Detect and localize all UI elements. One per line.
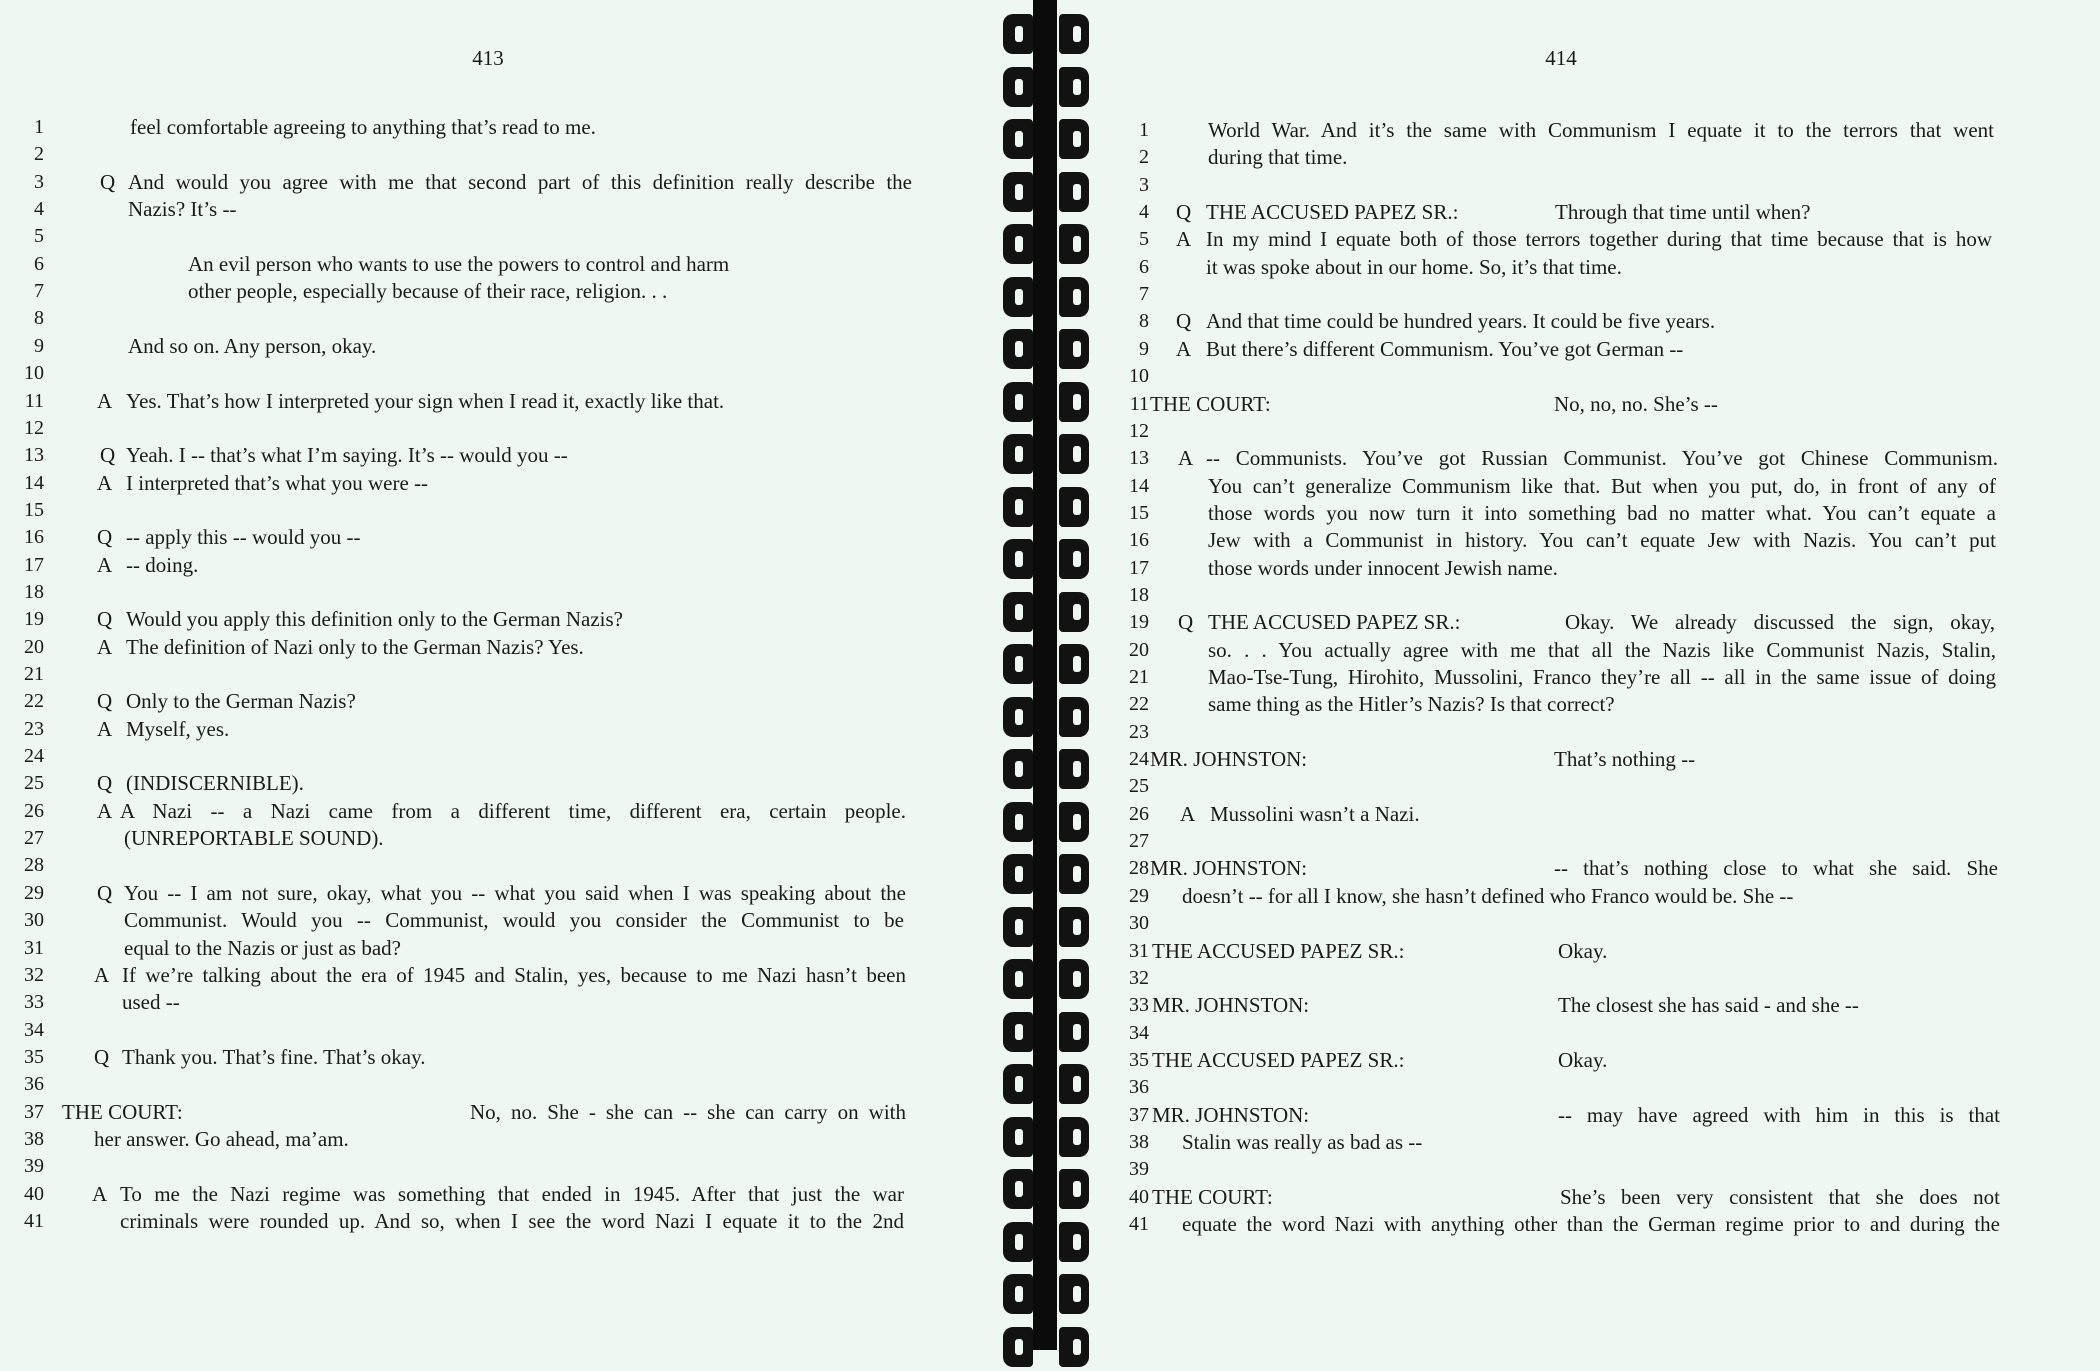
line-number: 10 — [24, 362, 44, 385]
line-text: She’s been very consistent that she does not — [1560, 1184, 2000, 1209]
line-text: No, no. She - she can -- she can carry on with — [470, 1099, 906, 1124]
line-number: 5 — [1139, 228, 1149, 251]
binding-coil — [1001, 166, 1093, 216]
line-number: 24 — [24, 745, 44, 768]
line-text: MR. JOHNSTON: — [1152, 993, 1310, 1018]
line-text: No, no, no. She’s -- — [1554, 391, 1718, 416]
line-text: To me the Nazi regime was something that ended in 1945. After that just the war — [120, 1181, 904, 1206]
binding-coil — [1001, 533, 1093, 583]
transcript-line — [0, 743, 990, 770]
line-text: -- may have agreed with him in this is that — [1558, 1102, 2000, 1127]
line-text: Mao-Tse-Tung, Hirohito, Mussolini, Franco they’re all -- all in the same issue of doing — [1208, 665, 1996, 689]
transcript-line — [0, 333, 990, 360]
transcript-line — [1110, 801, 2100, 828]
line-text: Nazis? It’s -- — [128, 197, 237, 222]
line-text: -- Communists. You’ve got Russian Communist. You’ve got Chinese Communism. — [1206, 446, 1998, 471]
transcript-line — [1110, 199, 2100, 226]
line-number: 21 — [24, 663, 44, 685]
transcript-line — [1110, 938, 2100, 965]
transcript-line — [1110, 226, 2100, 253]
line-number: 40 — [24, 1182, 44, 1205]
line-number: 32 — [24, 963, 44, 986]
transcript-line — [1110, 336, 2100, 363]
line-text: A — [97, 634, 113, 659]
line-number: 3 — [34, 170, 44, 193]
line-text: But there’s different Communism. You’ve got German -- — [1206, 336, 1684, 361]
line-text: -- that’s nothing close to what she said. She — [1554, 856, 1998, 881]
transcript-line — [1110, 828, 2100, 855]
line-text: The closest she has said - and she -- — [1558, 993, 1859, 1018]
transcript-line — [0, 141, 990, 168]
binding-coil — [1001, 691, 1093, 741]
line-text: it was spoke about in our home. So, it’s that time. — [1206, 254, 1622, 279]
line-text: A Nazi -- a Nazi came from a different time, different era, certain people. — [120, 798, 906, 823]
line-number: 15 — [24, 498, 44, 521]
line-text: other people, especially because of their race, religion. . . — [188, 279, 668, 304]
line-text: THE ACCUSED PAPEZ SR.: — [1152, 1047, 1405, 1072]
page-number: 414 — [1545, 46, 1577, 70]
line-text: THE COURT: — [1152, 1184, 1273, 1209]
line-text: That’s nothing -- — [1554, 747, 1696, 772]
line-text: Okay. — [1558, 938, 1608, 963]
transcript-line — [0, 770, 990, 797]
line-text: The definition of Nazi only to the German Nazis? Yes. — [126, 634, 584, 659]
transcript-line — [1110, 855, 2100, 882]
transcript-line — [0, 251, 990, 278]
binding-coil — [1001, 323, 1093, 373]
transcript-line — [1110, 637, 2100, 664]
line-number: 28 — [24, 854, 44, 877]
transcript-line — [0, 716, 990, 743]
line-text: (UNREPORTABLE SOUND). — [124, 826, 384, 851]
line-text: Q — [97, 525, 113, 550]
transcript-line — [0, 661, 990, 688]
line-text: A — [94, 962, 110, 987]
transcript-line — [0, 442, 990, 469]
line-number: 3 — [1139, 173, 1149, 196]
line-text: And that time could be hundred years. It could be five years. — [1206, 309, 1716, 334]
transcript-line — [1110, 363, 2100, 390]
line-number: 37 — [24, 1100, 44, 1123]
line-number: 8 — [1139, 310, 1149, 333]
line-text: Okay. — [1558, 1047, 1608, 1072]
binding-coil — [1001, 848, 1093, 898]
transcript-line — [1110, 555, 2100, 582]
transcript-line — [1110, 965, 2100, 992]
transcript-line — [1110, 144, 2100, 171]
line-number: 15 — [1129, 501, 1149, 524]
line-number: 4 — [1139, 201, 1149, 224]
line-text: Yeah. I -- that’s what I’m saying. It’s -- would you -- — [126, 443, 568, 468]
line-text: In my mind I equate both of those terrors together during that time because that is how — [1206, 227, 1992, 252]
line-number: 39 — [24, 1155, 44, 1178]
binding-coil — [1001, 586, 1093, 636]
line-number: 7 — [1139, 283, 1149, 306]
binding-coil — [1001, 61, 1093, 111]
line-number: 10 — [1129, 365, 1149, 388]
line-number: 21 — [1129, 666, 1149, 688]
line-text: An evil person who wants to use the powers to control and harm — [188, 251, 730, 276]
line-text: equal to the Nazis or just as bad? — [124, 935, 401, 960]
transcript-line — [1110, 1020, 2100, 1047]
line-number: 14 — [24, 471, 44, 494]
line-text: Communist. Would you -- Communist, would you consider the Communist to be — [124, 908, 904, 933]
line-number: 38 — [24, 1127, 44, 1150]
line-number: 35 — [24, 1045, 44, 1068]
transcript-line — [0, 880, 990, 907]
transcript-line — [1110, 746, 2100, 773]
line-number: 26 — [1129, 802, 1149, 825]
line-text: World War. And it’s the same with Communism I equate it to the terrors that went — [1208, 118, 1994, 142]
line-text: A — [1178, 446, 1194, 471]
line-number: 9 — [1139, 337, 1149, 360]
line-text: Yes. That’s how I interpreted your sign when I read it, exactly like that. — [126, 388, 725, 413]
transcript-line — [1110, 1211, 2100, 1238]
transcript-line — [0, 1181, 990, 1208]
line-number: 28 — [1129, 857, 1149, 880]
transcript-line — [0, 634, 990, 661]
line-text: MR. JOHNSTON: — [1150, 747, 1308, 772]
line-number: 1 — [1139, 119, 1149, 141]
transcript-line — [1110, 117, 2100, 144]
line-number: 33 — [1129, 994, 1149, 1017]
transcript-line — [0, 1017, 990, 1044]
binding-coil — [1001, 901, 1093, 951]
line-text: Thank you. That’s fine. That’s okay. — [122, 1044, 426, 1069]
binding-coil — [1001, 1321, 1093, 1371]
line-text: equate the word Nazi with anything other than the German regime prior to and during the — [1182, 1212, 2000, 1236]
transcript-line — [1110, 1074, 2100, 1101]
line-text: A — [97, 716, 113, 741]
line-number: 5 — [34, 225, 44, 248]
transcript-line — [0, 305, 990, 332]
line-number: 19 — [24, 608, 44, 631]
line-text: You can’t generalize Communism like that. But when you put, do, in front of any of — [1208, 473, 1996, 498]
line-text: THE COURT: — [62, 1099, 183, 1124]
transcript-line — [1110, 281, 2100, 308]
line-text: Q — [1176, 309, 1192, 334]
transcript-line — [1110, 445, 2100, 472]
line-text: THE ACCUSED PAPEZ SR.: — [1206, 200, 1459, 225]
line-text: Q — [1178, 610, 1194, 635]
line-number: 17 — [24, 553, 44, 576]
line-number: 19 — [1129, 611, 1149, 634]
line-number: 14 — [1129, 474, 1149, 497]
transcript-line — [1110, 254, 2100, 281]
transcript-line — [0, 388, 990, 415]
line-text: Q — [97, 607, 113, 632]
binding-coil — [1001, 218, 1093, 268]
transcript-line — [1110, 418, 2100, 445]
line-text: (INDISCERNIBLE). — [126, 771, 304, 796]
line-text: A — [97, 798, 113, 823]
transcript-line — [0, 688, 990, 715]
line-text: used -- — [122, 990, 180, 1015]
transcript-line — [0, 1071, 990, 1098]
line-number: 34 — [1129, 1021, 1149, 1044]
line-text: A — [1176, 336, 1192, 361]
transcript-line — [0, 907, 990, 934]
line-number: 23 — [1129, 720, 1149, 743]
transcript-line — [0, 470, 990, 497]
transcript-line — [1110, 691, 2100, 718]
line-text: A — [1176, 227, 1192, 252]
line-number: 35 — [1129, 1048, 1149, 1071]
binding-coil — [1001, 638, 1093, 688]
binding-coil — [1001, 376, 1093, 426]
line-number: 9 — [34, 334, 44, 357]
line-number: 29 — [1129, 884, 1149, 907]
transcript-line — [1110, 1156, 2100, 1183]
line-number: 32 — [1129, 966, 1149, 989]
line-number: 1 — [34, 116, 44, 138]
line-text: Stalin was really as bad as -- — [1182, 1129, 1423, 1154]
transcript-line — [1110, 719, 2100, 746]
transcript-line — [0, 360, 990, 387]
line-number: 17 — [1129, 556, 1149, 579]
line-number: 33 — [24, 991, 44, 1014]
binding-coil — [1001, 1006, 1093, 1056]
line-text: Q — [100, 443, 116, 468]
line-text: Only to the German Nazis? — [126, 689, 356, 714]
transcript-line — [1110, 773, 2100, 800]
line-number: 26 — [24, 799, 44, 822]
line-number: 22 — [1129, 693, 1149, 716]
left-transcript-page — [0, 0, 990, 1350]
line-text: MR. JOHNSTON: — [1152, 1102, 1310, 1127]
line-text: Q — [100, 169, 116, 194]
line-number: 30 — [1129, 912, 1149, 935]
transcript-line — [0, 606, 990, 633]
line-number: 2 — [34, 143, 44, 166]
transcript-line — [1110, 308, 2100, 335]
line-number: 2 — [1139, 146, 1149, 169]
line-number: 20 — [24, 635, 44, 658]
line-number: 4 — [34, 198, 44, 221]
transcript-line — [1110, 391, 2100, 418]
binding-coil — [1001, 1216, 1093, 1266]
line-text: A — [97, 388, 113, 413]
transcript-line — [1110, 473, 2100, 500]
line-text: Would you apply this definition only to the German Nazis? — [126, 607, 623, 632]
binding-coil — [1001, 113, 1093, 163]
line-number: 11 — [1129, 392, 1149, 415]
line-text: those words under innocent Jewish name. — [1208, 555, 1558, 580]
transcript-line — [0, 196, 990, 223]
transcript-line — [0, 552, 990, 579]
line-text: If we’re talking about the era of 1945 and Stalin, yes, because to me Nazi hasn’t been — [122, 962, 906, 987]
line-text: And would you agree with me that second part of this definition really describe the — [128, 169, 912, 194]
line-number: 31 — [1129, 939, 1149, 962]
line-number: 39 — [1129, 1158, 1149, 1181]
line-text: Q — [1176, 200, 1192, 225]
transcript-line — [1110, 1129, 2100, 1156]
transcript-line — [0, 825, 990, 852]
line-number: 20 — [1129, 638, 1149, 661]
transcript-line — [0, 114, 990, 141]
transcript-line — [0, 798, 990, 825]
line-text: Q — [97, 771, 113, 796]
line-text: so. . . You actually agree with me that all the Nazis like Communist Nazis, Stalin, — [1208, 637, 1996, 662]
line-text: Through that time until when? — [1555, 200, 1811, 225]
transcript-line — [1110, 910, 2100, 937]
line-number: 18 — [24, 580, 44, 603]
transcript-line — [0, 579, 990, 606]
binding-coil — [1001, 1268, 1093, 1318]
line-number: 23 — [24, 717, 44, 740]
line-number: 37 — [1129, 1103, 1149, 1126]
line-text: THE ACCUSED PAPEZ SR.: — [1208, 610, 1461, 635]
line-number: 11 — [24, 389, 44, 412]
line-number: 31 — [24, 936, 44, 959]
line-number: 25 — [24, 772, 44, 795]
transcript-line — [1110, 609, 2100, 636]
transcript-line — [0, 497, 990, 524]
transcript-line — [1110, 172, 2100, 199]
line-number: 6 — [1139, 255, 1149, 278]
line-number: 41 — [1129, 1213, 1149, 1235]
transcript-line — [0, 278, 990, 305]
binding-coil — [1001, 481, 1093, 531]
binding-coil — [1001, 428, 1093, 478]
line-number: 36 — [1129, 1076, 1149, 1099]
line-number: 7 — [34, 280, 44, 303]
page-number: 413 — [472, 46, 504, 70]
line-number: 38 — [1129, 1130, 1149, 1153]
line-number: 25 — [1129, 775, 1149, 798]
line-text: -- doing. — [126, 552, 199, 577]
line-number: 12 — [1129, 419, 1149, 442]
transcript-line — [0, 1208, 990, 1235]
line-number: 22 — [24, 690, 44, 713]
binding-coil — [1001, 1111, 1093, 1161]
right-transcript-page — [1110, 0, 2100, 1350]
transcript-line — [0, 169, 990, 196]
spiral-binding — [995, 0, 1100, 1350]
line-text: You -- I am not sure, okay, what you -- what you said when I was speaking about the — [124, 880, 906, 905]
line-text: A — [97, 552, 113, 577]
line-number: 16 — [1129, 529, 1149, 552]
line-text: criminals were rounded up. And so, when I see the word Nazi I equate it to the 2nd — [120, 1209, 904, 1233]
line-number: 34 — [24, 1018, 44, 1041]
transcript-line — [1110, 1047, 2100, 1074]
line-text: MR. JOHNSTON: — [1150, 856, 1308, 881]
transcript-line — [1110, 582, 2100, 609]
line-number: 16 — [24, 526, 44, 549]
transcript-line — [0, 962, 990, 989]
line-number: 24 — [1129, 748, 1149, 771]
line-text: Q — [97, 689, 113, 714]
line-number: 12 — [24, 416, 44, 439]
line-text: Mussolini wasn’t a Nazi. — [1210, 801, 1420, 826]
transcript-line — [1110, 664, 2100, 691]
transcript-line — [1110, 992, 2100, 1019]
transcript-line — [1110, 500, 2100, 527]
transcript-line — [1110, 527, 2100, 554]
line-number: 13 — [1129, 447, 1149, 470]
transcript-line — [0, 1099, 990, 1126]
line-number: 8 — [34, 307, 44, 330]
line-text: I interpreted that’s what you were -- — [126, 470, 429, 495]
transcript-line — [0, 415, 990, 442]
line-text: same thing as the Hitler’s Nazis? Is that correct? — [1208, 692, 1615, 717]
transcript-line — [0, 989, 990, 1016]
line-number: 40 — [1129, 1185, 1149, 1208]
transcript-line — [0, 1153, 990, 1180]
binding-coil — [1001, 953, 1093, 1003]
transcript-line — [0, 1126, 990, 1153]
line-text: THE ACCUSED PAPEZ SR.: — [1152, 938, 1405, 963]
binding-coil — [1001, 271, 1093, 321]
line-number: 18 — [1129, 583, 1149, 606]
transcript-line — [0, 524, 990, 551]
line-text: Q — [94, 1044, 110, 1069]
binding-coil — [1001, 1163, 1093, 1213]
transcript-line — [0, 223, 990, 250]
line-text: during that time. — [1208, 145, 1348, 170]
line-number: 13 — [24, 444, 44, 467]
line-number: 27 — [1129, 830, 1149, 853]
line-text: Okay. We already discussed the sign, okay, — [1565, 610, 1995, 635]
line-number: 41 — [24, 1210, 44, 1232]
line-text: THE COURT: — [1150, 391, 1271, 416]
transcript-line — [1110, 1102, 2100, 1129]
line-text: A — [92, 1181, 108, 1206]
line-number: 36 — [24, 1073, 44, 1096]
line-text: Myself, yes. — [126, 716, 230, 741]
transcript-line — [1110, 883, 2100, 910]
transcript-line — [1110, 1184, 2100, 1211]
binding-coil — [1001, 1058, 1093, 1108]
line-number: 29 — [24, 881, 44, 904]
transcript-line — [0, 852, 990, 879]
line-text: -- apply this -- would you -- — [126, 525, 361, 550]
line-text: A — [97, 470, 113, 495]
line-number: 6 — [34, 252, 44, 275]
binding-coil — [1001, 8, 1093, 58]
line-text: Jew with a Communist in history. You can’t equate Jew with Nazis. You can’t put — [1208, 528, 1996, 553]
line-text: those words you now turn it into something bad no matter what. You can’t equate a — [1208, 500, 1996, 525]
transcript-line — [0, 935, 990, 962]
binding-coil — [1001, 743, 1093, 793]
line-text: her answer. Go ahead, ma’am. — [94, 1126, 349, 1151]
line-number: 30 — [24, 909, 44, 932]
line-number: 27 — [24, 827, 44, 850]
line-text: And so on. Any person, okay. — [128, 333, 377, 358]
line-text: Q — [97, 880, 113, 905]
line-text: feel comfortable agreeing to anything that’s read to me. — [130, 115, 596, 139]
line-text: A — [1180, 801, 1196, 826]
binding-coil — [1001, 796, 1093, 846]
line-text: doesn’t -- for all I know, she hasn’t defined who Franco would be. She -- — [1182, 883, 1794, 908]
transcript-line — [0, 1044, 990, 1071]
